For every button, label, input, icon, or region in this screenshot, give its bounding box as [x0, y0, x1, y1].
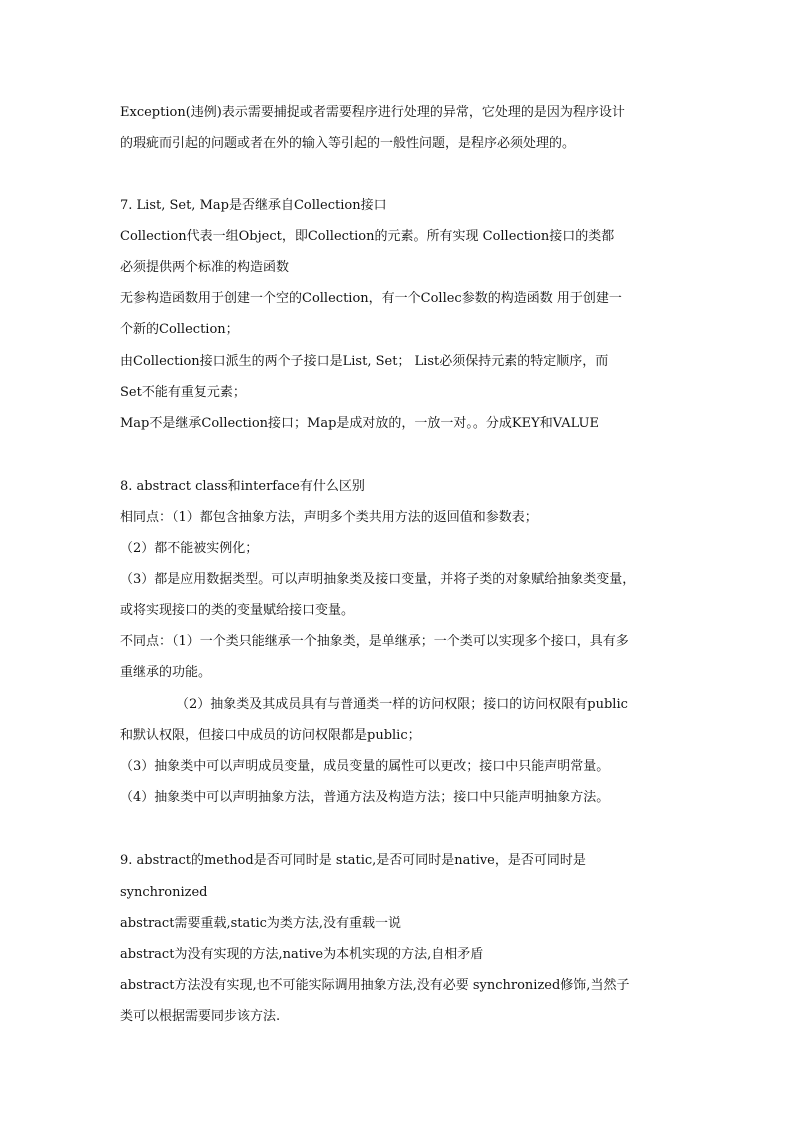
paragraph-line: （4）抽象类中可以声明抽象方法，普通方法及构造方法；接口中只能声明抽象方法。 [120, 790, 610, 805]
paragraph-line: 和默认权限，但接口中成员的访问权限都是public； [120, 728, 421, 743]
paragraph-line: 重继承的功能。 [120, 665, 212, 680]
paragraph-line: （2）都不能被实例化； [120, 541, 259, 556]
paragraph-line: （3）都是应用数据类型。可以声明抽象类及接口变量，并将子类的对象赋给抽象类变量， [120, 572, 636, 587]
paragraph-line: （2）抽象类及其成员具有与普通类一样的访问权限；接口的访问权限有public [176, 697, 628, 712]
question-heading: 8. abstract class和interface有什么区别 [120, 479, 365, 494]
paragraph-line: Map不是继承Collection接口；Map是成对放的，一放一对。。分成KEY和VALUE [120, 416, 599, 431]
question-heading: 9. abstract的method是否可同时是 static,是否可同时是native，是否可同时是 [120, 853, 586, 868]
paragraph-line: Exception(违例)表示需要捕捉或者需要程序进行处理的异常，它处理的是因为程序设计 [120, 105, 625, 120]
paragraph-line: abstract为没有实现的方法,native为本机实现的方法,自相矛盾 [120, 947, 484, 962]
paragraph-line: 或将实现接口的类的变量赋给接口变量。 [120, 603, 355, 618]
paragraph-line: 必须提供两个标准的构造函数 [120, 260, 290, 275]
paragraph-line: Set不能有重复元素； [120, 385, 246, 400]
paragraph-line: 的瑕疵而引起的问题或者在外的输入等引起的一般性问题，是程序必须处理的。 [120, 136, 576, 151]
paragraph-line: 个新的Collection； [120, 322, 239, 337]
paragraph-line: Collection代表一组Object，即Collection的元素。所有实现 Collection接口的类都 [120, 229, 615, 244]
paragraph-line: 无参构造函数用于创建一个空的Collection，有一个Collec参数的构造函数 用于创建一 [120, 291, 622, 306]
paragraph-line: 类可以根据需要同步该方法. [120, 1009, 281, 1024]
paragraph-line: synchronized [120, 885, 208, 900]
paragraph-line: abstract方法没有实现,也不可能实际调用抽象方法,没有必要 synchronized修饰,当然子 [120, 978, 630, 993]
question-heading: 7. List, Set, Map是否继承自Collection接口 [120, 198, 387, 213]
paragraph-line: （3）抽象类中可以声明成员变量，成员变量的属性可以更改；接口中只能声明常量。 [120, 759, 610, 774]
paragraph-line: 由Collection接口派生的两个子接口是List, Set； List必须保持元素的特定顺序，而 [120, 354, 609, 369]
paragraph-line: 不同点：（1）一个类只能继承一个抽象类，是单继承；一个类可以实现多个接口，具有多 [120, 634, 629, 649]
paragraph-line: abstract需要重载,static为类方法,没有重载一说 [120, 916, 402, 931]
paragraph-line: 相同点：（1）都包含抽象方法，声明多个类共用方法的返回值和参数表； [120, 510, 538, 525]
